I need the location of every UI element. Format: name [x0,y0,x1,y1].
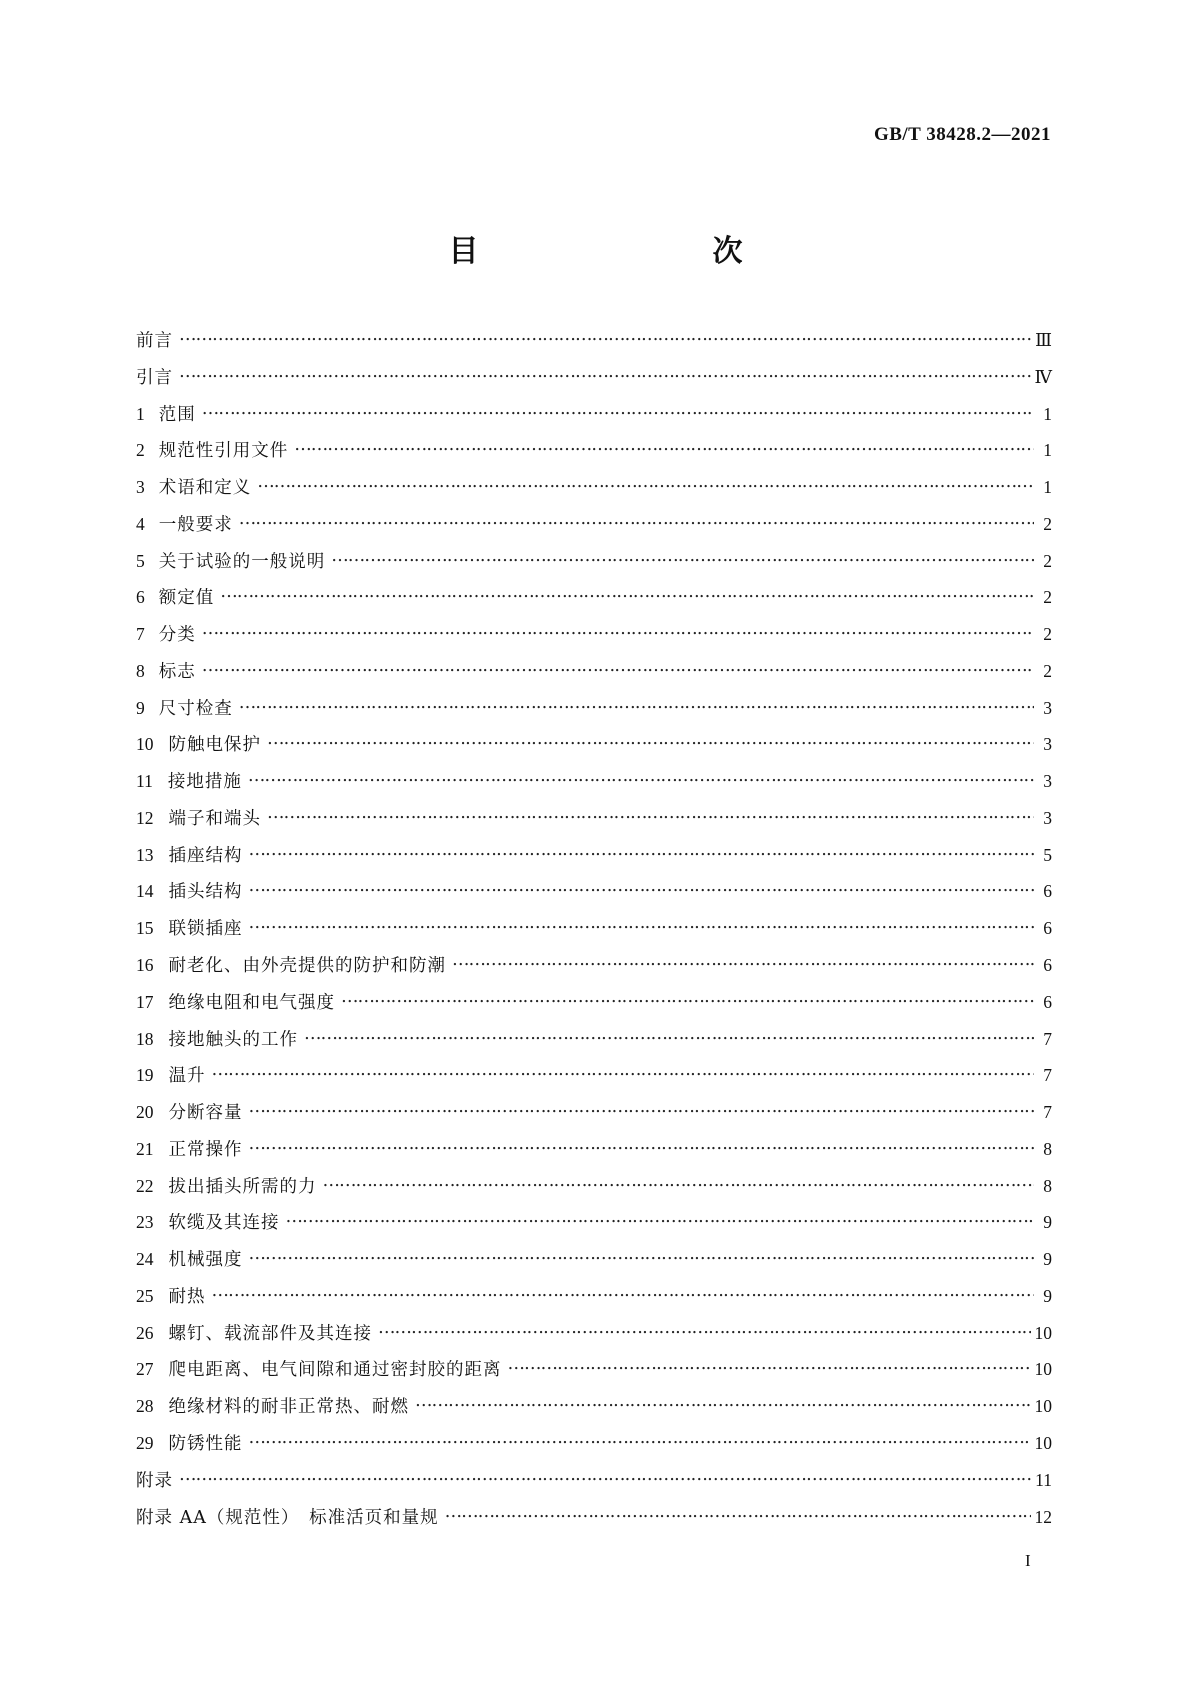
toc-entry-label [136,844,243,867]
toc-entry-title: 尺寸检查 [158,698,233,719]
toc-entry-number: 11 [136,771,153,792]
toc-entry-label [136,623,196,646]
toc-entry-title: 插座结构 [168,845,243,866]
toc-entry-label [136,1101,243,1124]
toc-entry[interactable] [136,875,1052,912]
toc-entry-title: 额定值 [158,588,215,609]
toc-entry[interactable] [136,655,1052,692]
toc-entry-number: 15 [136,918,154,939]
toc-dot-leader [179,361,1031,383]
toc-entry-page: 6 [1043,991,1052,1012]
toc-entry-label [136,770,242,793]
toc-entry-label [136,586,214,609]
toc-entry-number: 23 [136,1212,154,1233]
toc-dot-leader [249,1243,1035,1265]
toc-dot-leader [249,912,1035,934]
toc-entry-number: 3 [136,477,145,498]
toc-entry-page: 5 [1043,844,1052,865]
toc-entry[interactable] [136,1280,1052,1317]
toc-entry-number: 19 [136,1065,154,1086]
toc-entry-label [136,697,233,720]
toc-entry[interactable] [136,1059,1052,1096]
toc-entry-title: 爬电距离、电气间隙和通过密封胶的距离 [168,1360,502,1381]
toc-entry[interactable] [136,765,1052,802]
toc-entry-title: 标志 [158,661,196,682]
toc-entry-number: 17 [136,991,154,1012]
toc-entry-title: 机械强度 [168,1250,243,1271]
toc-entry-page: 6 [1043,881,1052,902]
toc-title: 目 次 [448,234,801,269]
toc-entry[interactable] [136,471,1052,508]
toc-entry-page: 7 [1043,1065,1052,1086]
toc-entry-page: 12 [1034,1506,1052,1527]
toc-dot-leader [239,692,1034,714]
toc-dot-leader [249,1427,1031,1449]
toc-dot-leader [212,1280,1035,1302]
toc-entry-label [136,330,173,352]
toc-entry-number: 18 [136,1028,154,1049]
toc-entry-page: 3 [1043,771,1052,792]
toc-entry-number: 26 [136,1322,154,1343]
toc-entry[interactable] [136,1317,1052,1354]
toc-entry-page: 10 [1034,1359,1052,1380]
toc-entry-number: 16 [136,955,154,976]
toc-entry[interactable] [136,1427,1052,1464]
toc-entry-title: 软缆及其连接 [168,1213,280,1234]
toc-entry-label [136,513,233,536]
toc-entry[interactable] [136,618,1052,655]
toc-entry-label [136,880,243,903]
toc-entry-title: 一般要求 [158,514,233,535]
toc-entry-title: 关于试验的一般说明 [158,551,326,572]
toc-dot-leader [323,1170,1035,1192]
toc-entry-title: 绝缘电阻和电气强度 [168,992,335,1013]
toc-entry-number: 12 [136,807,154,828]
toc-entry[interactable] [136,1353,1052,1390]
toc-entry[interactable] [136,1464,1052,1501]
toc-entry-page: 2 [1043,513,1052,534]
toc-entry[interactable] [136,692,1052,729]
toc-dot-leader [286,1206,1035,1228]
toc-entry-page: 6 [1043,918,1052,939]
toc-entry-page: 11 [1035,1469,1052,1490]
toc-dot-leader [378,1317,1031,1339]
toc-entry-number: 10 [136,734,154,755]
toc-entry-page: 7 [1043,1102,1052,1123]
toc-entry[interactable] [136,1206,1052,1243]
toc-entry-page: Ⅲ [1035,330,1052,350]
toc-entry[interactable] [136,361,1052,398]
toc-entry-page: 3 [1043,734,1052,755]
toc-entry-page: 1 [1043,403,1052,424]
toc-entry-title: 耐热 [168,1286,206,1307]
toc-entry-page: 9 [1043,1249,1052,1270]
toc-entry-title: 术语和定义 [158,478,252,499]
toc-entry[interactable] [136,545,1052,582]
toc-entry-page: 8 [1043,1138,1052,1159]
toc-entry-title: 分类 [158,625,196,646]
toc-entry-page: 9 [1043,1212,1052,1233]
toc-entry-label [136,403,196,426]
toc-dot-leader [415,1390,1031,1412]
toc-entry[interactable] [136,802,1052,839]
toc-entry[interactable] [136,581,1052,618]
toc-entry-page: 9 [1043,1285,1052,1306]
table-of-contents [136,324,1052,1537]
toc-entry-number: 21 [136,1138,154,1159]
toc-entry[interactable] [136,324,1052,361]
toc-dot-leader [239,508,1034,530]
toc-dot-leader [179,324,1031,346]
toc-entry-page: 10 [1034,1396,1052,1417]
toc-entry-label [136,954,446,977]
toc-entry-label [136,807,261,830]
toc-entry-label [136,1175,317,1198]
toc-dot-leader [257,471,1034,493]
toc-entry-label [136,1138,243,1161]
toc-entry-number: 5 [136,550,145,571]
toc-dot-leader [248,765,1034,787]
toc-entry-page: 1 [1043,440,1052,461]
toc-entry-label [136,1358,502,1381]
toc-entry-number: 7 [136,624,145,645]
toc-entry-title: 防锈性能 [168,1433,243,1454]
toc-entry[interactable] [136,728,1052,765]
toc-dot-leader [212,1059,1035,1081]
toc-dot-leader [202,618,1034,640]
toc-entry-number: 9 [136,697,145,718]
toc-entry-page: 10 [1034,1432,1052,1453]
toc-entry-page: 10 [1034,1322,1052,1343]
toc-entry-label [136,917,243,940]
toc-dot-leader [452,949,1034,971]
toc-entry-number: 1 [136,403,145,424]
toc-entry-label [136,476,251,499]
toc-entry-title: 正常操作 [168,1139,243,1160]
toc-entry-title: 前言 [136,331,173,351]
toc-entry[interactable] [136,398,1052,435]
toc-dot-leader [202,398,1034,420]
toc-entry-page: 2 [1043,550,1052,571]
toc-entry-title: 螺钉、载流部件及其连接 [168,1323,372,1344]
toc-entry-label [136,1432,243,1455]
toc-entry-title: 温升 [168,1066,206,1087]
toc-dot-leader [331,545,1034,567]
toc-entry[interactable] [136,1096,1052,1133]
toc-entry-page: 1 [1043,477,1052,498]
toc-entry-label [136,1248,243,1271]
toc-entry-number: 28 [136,1396,154,1417]
toc-entry-title: 附录 AA（规范性） 标准活页和量规 [136,1507,439,1528]
toc-dot-leader [267,728,1034,750]
toc-entry-title: 范围 [158,404,196,425]
toc-entry[interactable] [136,1390,1052,1427]
toc-entry[interactable] [136,949,1052,986]
toc-entry-page: Ⅳ [1034,366,1052,387]
toc-entry-title: 接地措施 [167,772,242,793]
toc-entry-label [136,991,335,1014]
toc-entry-label [136,367,173,389]
toc-entry[interactable] [136,508,1052,545]
toc-entry-label [136,1285,206,1308]
toc-entry-number: 14 [136,881,154,902]
toc-dot-leader [249,839,1035,861]
toc-entry[interactable] [136,1501,1052,1538]
toc-entry[interactable] [136,912,1052,949]
toc-dot-leader [294,434,1034,456]
toc-entry-number: 8 [136,660,145,681]
toc-entry-page: 2 [1043,624,1052,645]
toc-dot-leader [249,1096,1035,1118]
toc-entry-number: 20 [136,1102,154,1123]
toc-entry-label [136,1028,298,1051]
toc-entry[interactable] [136,1133,1052,1170]
toc-entry-label [136,550,325,573]
toc-entry-title: 接地触头的工作 [168,1029,298,1050]
toc-dot-leader [445,1501,1031,1523]
toc-entry[interactable] [136,986,1052,1023]
toc-entry-page: 7 [1043,1028,1052,1049]
toc-entry-label [136,1395,409,1418]
toc-entry[interactable] [136,434,1052,471]
toc-entry-label [136,660,196,683]
toc-entry-number: 4 [136,513,145,534]
toc-entry-number: 27 [136,1359,154,1380]
toc-entry-title: 联锁插座 [168,919,243,940]
toc-entry-number: 25 [136,1285,154,1306]
toc-dot-leader [249,875,1035,897]
toc-entry[interactable] [136,839,1052,876]
toc-dot-leader [202,655,1034,677]
page-number: I [1025,1551,1031,1570]
toc-entry-title: 分断容量 [168,1103,243,1124]
toc-entry-label [136,1507,439,1529]
toc-entry-title: 耐老化、由外壳提供的防护和防潮 [168,956,446,977]
toc-entry-title: 插头结构 [168,882,243,903]
toc-entry-title: 附录 [136,1470,173,1491]
toc-entry-title: 规范性引用文件 [158,441,289,462]
toc-entry-number: 6 [136,587,145,608]
toc-entry-number: 29 [136,1432,154,1453]
toc-entry-title: 防触电保护 [168,735,261,756]
toc-entry[interactable] [136,1023,1052,1060]
toc-entry[interactable] [136,1170,1052,1207]
toc-dot-leader [179,1464,1031,1486]
toc-entry-label [136,1064,206,1087]
toc-entry-number: 2 [136,440,145,461]
toc-entry-label [136,733,261,756]
toc-dot-leader [341,986,1034,1008]
toc-entry-number: 13 [136,844,154,865]
toc-entry-title: 端子和端头 [168,808,261,829]
toc-entry-number: 24 [136,1249,154,1270]
toc-entry-page: 8 [1043,1175,1052,1196]
toc-entry-page: 2 [1043,587,1052,608]
toc-entry-page: 2 [1043,660,1052,681]
toc-entry-title: 拔出插头所需的力 [168,1176,317,1197]
toc-entry-label [136,1322,372,1345]
toc-dot-leader [220,581,1034,603]
toc-entry-page: 3 [1043,697,1052,718]
toc-dot-leader [304,1023,1034,1045]
toc-entry-label [136,1211,280,1234]
toc-entry-page: 6 [1043,955,1052,976]
toc-dot-leader [267,802,1034,824]
toc-dot-leader [249,1133,1035,1155]
toc-entry-number: 22 [136,1175,154,1196]
toc-entry-label [136,1470,173,1492]
toc-entry-title: 引言 [136,367,173,388]
standard-code: GB/T 38428.2—2021 [873,124,1051,145]
toc-entry-label [136,439,288,462]
toc-dot-leader [508,1353,1031,1375]
toc-entry-page: 3 [1043,807,1052,828]
toc-entry[interactable] [136,1243,1052,1280]
toc-entry-title: 绝缘材料的耐非正常热、耐燃 [168,1397,409,1418]
